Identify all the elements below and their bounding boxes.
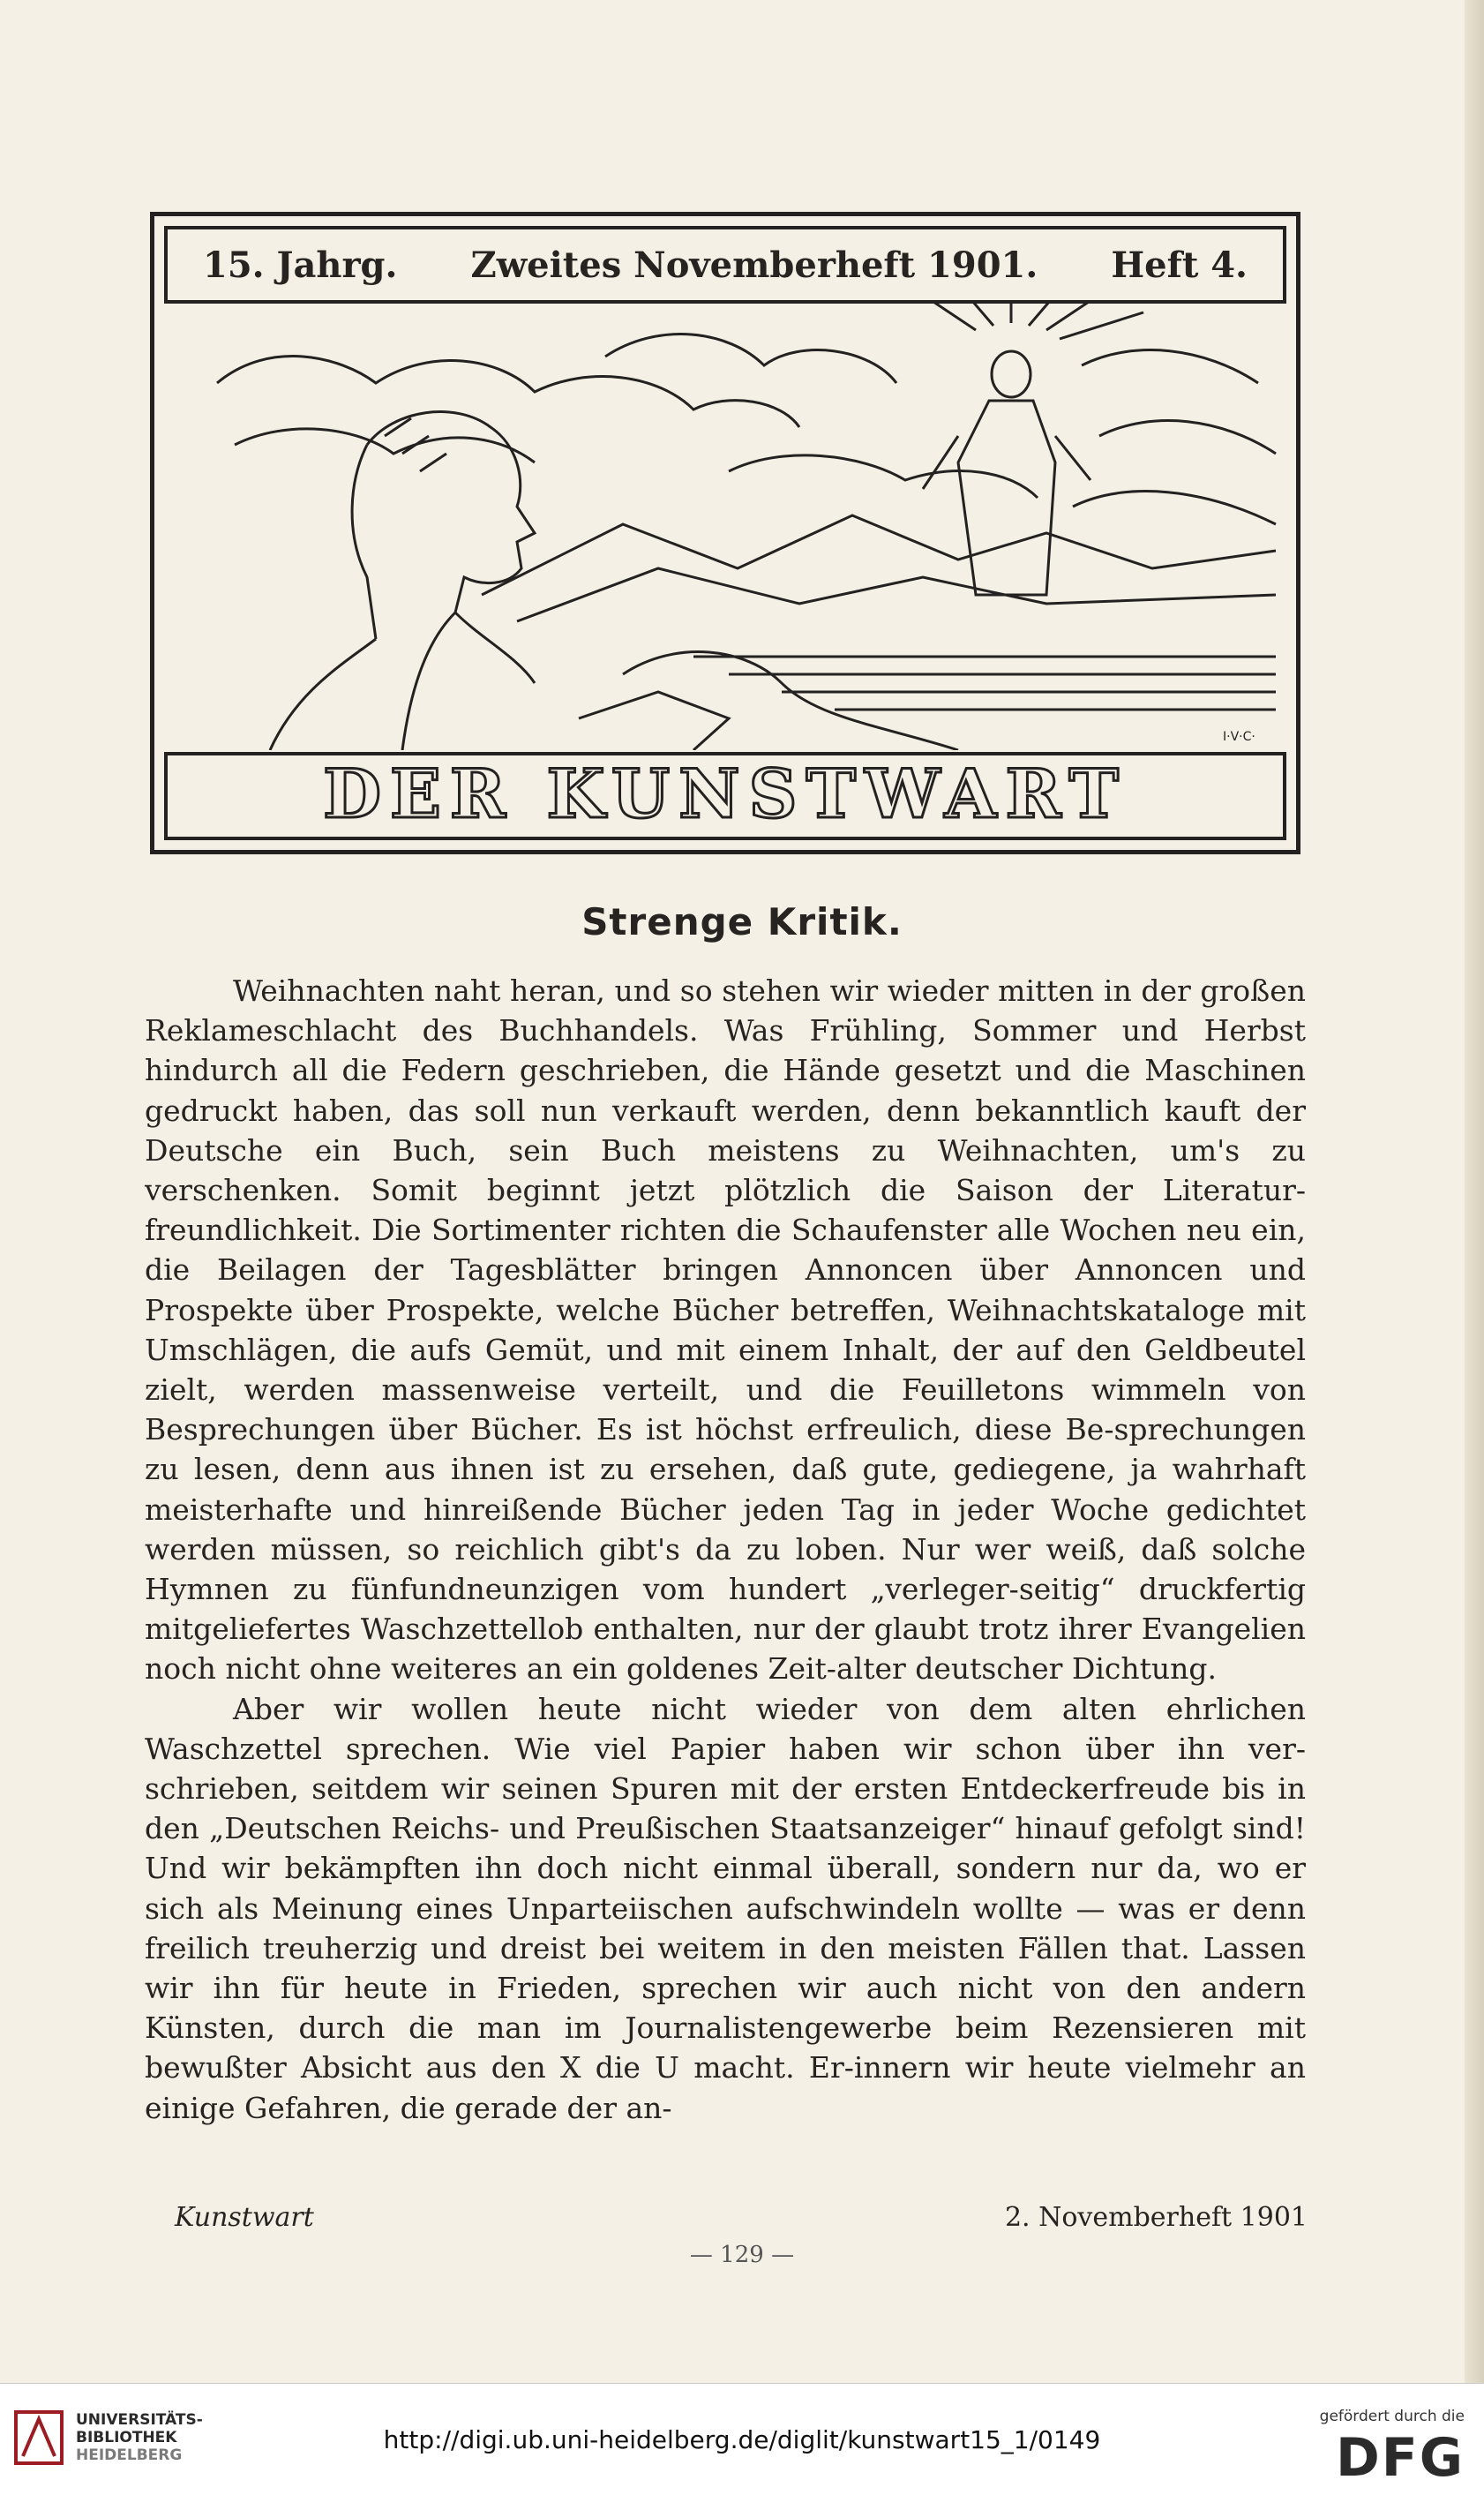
funding-label: gefördert durch die <box>1319 2408 1465 2425</box>
page-edge-shadow <box>1465 0 1484 2383</box>
paragraph-1: Weihnachten naht heran, und so stehen wir wieder mitten in der großen Reklameschlacht des Buchhandels. Was Frühling, Sommer und Herbst hindurch all die Federn geschrieben, die Hände gesetzt und die Maschinen gedruckt haben, das soll nun verkauft werden, denn bekanntlich kauft der Deutsche ein Buch, sein Buch meistens zu Weihnachten, um's zu verschenken. Somit beginnt jetzt plötzlich die Saison der Literatur-freundlichkeit. Die Sortimenter richten die Schaufenster alle Wochen neu ein, die Beilagen der Tagesblätter bringen Annoncen über Annoncen und Prospekte über Prospekte, welche Bücher betreffen, Weihnachtskataloge mit Umschlägen, die aufs Gemüt, und mit einem Inhalt, der auf den Geldbeutel zielt, werden massenweise verteilt, und die Feuilletons wimmeln von Besprechungen über Bücher. Es ist höchst erfreulich, diese Be-sprechungen zu lesen, denn aus ihnen ist zu ersehen, daß gute, gediegene, ja wahrhaft meisterhafte und hinreißende Bücher jeden Tag in jeder Woche gedichtet werden müssen, so reichlich gibt's da zu loben. Nur wer weiß, daß solche Hymnen zu fünfundneunzigen vom hundert „verleger-seitig“ druckfertig mitgeliefertes Waschzettellob enthalten, nur der glaubt trotz ihrer Evangelien noch nicht ohne weiteres an ein goldenes Zeit-alter deutscher Dichtung. <box>145 973 1306 1687</box>
dfg-logo[interactable]: DFG <box>1335 2427 1465 2489</box>
permalink-url[interactable]: http://digi.ub.uni-heidelberg.de/diglit/kunstwart15_1/0149 <box>383 2425 1101 2454</box>
issue-label: Zweites Novemberheft 1901. <box>470 244 1038 286</box>
illustration-signature: I·V·C· <box>1223 730 1255 744</box>
footer-journal: Kunstwart <box>175 2202 314 2233</box>
article-body <box>145 971 1306 2128</box>
page-number: — 129 — <box>689 2242 795 2268</box>
heft-label: Heft 4. <box>1111 244 1248 286</box>
paragraph-2: Aber wir wollen heute nicht wieder von dem alten ehrlichen Waschzettel sprechen. Wie viel Papier haben wir schon über ihn ver-schrieben, seitdem wir seinen Spuren mit der ersten Entdeckerfreude bis in den „Deutschen Reichs- und Preußischen Staatsanzeiger“ hinauf gefolgt sind! Und wir bekämpften ihn doch nicht einmal überall, sondern nur da, wo er sich als Meinung eines Unparteiischen aufschwindeln wollte — was er denn freilich treuherzig und dreist bei weitem in den meisten Fällen that. Lassen wir ihn für heute in Frieden, sprechen wir auch nicht von den andern Künsten, durch die man im Journalistengewerbe beim Rezensieren mit bewußter Absicht aus den X die U macht. Er-innern wir heute vielmehr an einige Gefahren, die gerade der an- <box>145 1691 1306 2125</box>
volume-label: 15. Jahrg. <box>203 244 398 286</box>
masthead-title: DER KUNSTWART <box>323 755 1128 833</box>
header-illustration <box>164 304 1286 750</box>
masthead <box>164 752 1286 840</box>
article-title: Strenge Kritik. <box>581 900 903 943</box>
issue-info-bar <box>164 226 1286 304</box>
library-name[interactable]: UNIVERSITÄTS- BIBLIOTHEK HEIDELBERG <box>76 2411 203 2464</box>
footer-issue: 2. Novemberheft 1901 <box>1004 2202 1308 2233</box>
